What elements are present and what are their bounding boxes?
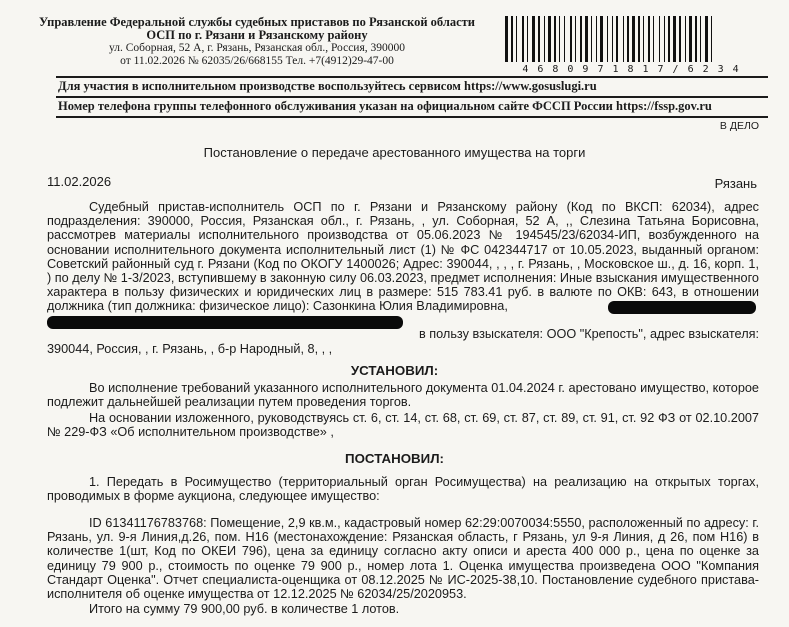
barcode-bar (705, 16, 708, 62)
barcode-bar (711, 16, 712, 62)
gosuslugi-notice: Для участия в исполнительном производстве воспользуйтесь сервисом https://www.gosuslugi.ru (58, 79, 597, 93)
barcode-bar (538, 16, 540, 62)
barcode-bar (580, 16, 582, 62)
barcode-bar (575, 16, 576, 62)
barcode-bar (695, 16, 697, 62)
barcode-bar (627, 16, 629, 62)
barcode-bar (544, 16, 545, 62)
barcode-bar (653, 16, 654, 62)
barcode-bar (570, 16, 572, 62)
barcode-bar (596, 16, 597, 62)
org-name: Управление Федеральной службы судебных приставов по Рязанской области (38, 15, 476, 29)
barcode-bar (679, 16, 681, 62)
barcode-bar (505, 16, 508, 62)
barcode-bar (554, 16, 556, 62)
barcode-bar (600, 16, 603, 62)
barcode-bar (511, 16, 513, 62)
barcode-bar (548, 16, 551, 62)
redaction-block (608, 301, 756, 314)
barcode-bar (659, 16, 660, 62)
intro-paragraph: Судебный пристав-исполнитель ОСП по г. Рязани и Рязанскому району (Код по ВКСП: 62034), адрес подразделения: 390000, Россия, Рязанская обл., г. Рязань, , ул. Соборная, 52 А, ,, Слезина Татьяна Борисовна, рассмотрев материалы исполнительного производства от 05.06.2023 № 194545/23/62034-ИП, возбужденного на основании исполнительного документа исполнительный лист (1) № ФС 042344717 от 10.05.2023, выданный органом: Советский районный суд г. Рязани (Код по ОКОГУ 1400026; Адрес: 390044, , , , г. Рязань, , Московское ш., д. 16, корп. 1, ) по делу № 1-3/2023, вступившему в законную силу 06.03.2023, предмет исполнения: Иные взыскания имущественного характера в пользу физических и юридических лиц в размере: 515 783.41 руб. в валюте по ОКВ: 643, в отношении должника (тип должника: физическое лицо): Сазонкина Юлия Владимировна, (47, 200, 759, 314)
barcode-number: 4680971817/6234 (522, 64, 748, 75)
document-title: Постановление о передаче арестованного имущества на торги (203, 145, 586, 160)
barcode-bar (559, 16, 560, 62)
barcode-bar (516, 16, 517, 62)
redaction-block (47, 316, 403, 329)
barcode-bar (638, 16, 640, 62)
recovery-party: в пользу взыскателя: ООО "Крепость", адрес взыскателя: (419, 327, 759, 341)
barcode-bar (623, 16, 624, 62)
lot-total: Итого на сумму 79 900,00 руб. в количестве 1 лотов. (89, 602, 400, 616)
letterhead (18, 16, 496, 68)
barcode-bar (664, 16, 665, 62)
header-divider (56, 76, 768, 78)
phone-notice: Номер телефона группы телефонного обслуживания указан на официальном сайте ФССП России https://fssp.gov.ru (58, 99, 712, 113)
department-name: ОСП по г. Рязани и Рязанскому району (146, 28, 368, 42)
barcode-bar (612, 16, 613, 62)
barcode (505, 16, 765, 68)
v-delo-stamp: В ДЕЛО (719, 120, 759, 132)
legal-basis-paragraph: На основании изложенного, руководствуясь ст. 6, ст. 14, ст. 68, ст. 69, ст. 87, ст. 89, ст. 91, ст. 92 ФЗ от 02.10.2007 № 229-ФЗ «Об исполнительном производстве» , (47, 411, 759, 440)
barcode-bar (585, 16, 588, 62)
document-city: Рязань (714, 176, 757, 191)
postanovil-paragraph: 1. Передать в Росимущество (территориальный орган Росимущества) на реализацию на открытых торгах, проводимых в форме аукциона, следующее имущество: (47, 475, 759, 504)
barcode-bar (616, 16, 618, 62)
barcode-bar (522, 16, 524, 62)
letter-reference: от 11.02.2026 № 62035/26/668155 Тел. +7(4912)29-47-00 (120, 55, 394, 67)
barcode-bar (607, 16, 608, 62)
barcode-bar (700, 16, 701, 62)
barcode-bar (668, 16, 670, 62)
barcode-bar (632, 16, 635, 62)
property-item: ID 61341176783768: Помещение, 2,9 кв.м., кадастровый номер 62:29:0070034:5550, расположенный по адресу: г. Рязань, ул. 9-я Линия,д.26, пом. Н16 (местонахождение: Рязанская область, г Рязань, ул 9-я Линия, д 26, пом Н16) в количестве 1(шт, Код по ОКЕИ 796), цена за единицу согласно акту описи и ареста 400 000 р., цена по оценке за единицу 79 900 р., стоимость по оценке 79 900 р., номер лота 1. Оценка имущества произведена ООО "Компания Стандарт Оценка". Отчет специалиста-оценщика от 08.12.2025 № ИС-2025-38,10. Постановление судебного пристава-исполнителя об оценке имущества от 12.12.2025 № 62034/25/2020953. (47, 516, 759, 602)
notice-divider (56, 96, 768, 98)
barcode-bar (643, 16, 644, 62)
barcode-bar (648, 16, 650, 62)
barcode-bar (689, 16, 692, 62)
barcode-bar (591, 16, 592, 62)
barcode-bar (564, 16, 565, 62)
barcode-bar (532, 16, 535, 62)
org-address: ул. Соборная, 52 А, г. Рязань, Рязанская обл., Россия, 390000 (108, 42, 405, 54)
heading-postanovil: ПОСТАНОВИЛ: (345, 451, 444, 466)
document-date: 11.02.2026 (47, 174, 112, 189)
recovery-address: 390044, Россия, , г. Рязань, , б-р Народный, 8, , , (47, 342, 333, 356)
barcode-bar (527, 16, 528, 62)
barcode-bar (673, 16, 676, 62)
heading-ustanovil: УСТАНОВИЛ: (350, 363, 439, 378)
notice-divider-bottom (56, 116, 768, 118)
barcode-bar (685, 16, 686, 62)
ustanovil-paragraph: Во исполнение требований указанного исполнительного документа 01.04.2024 г. арестовано имущество, которое подлежит дальнейшей реализации путем проведения торгов. (47, 381, 759, 410)
